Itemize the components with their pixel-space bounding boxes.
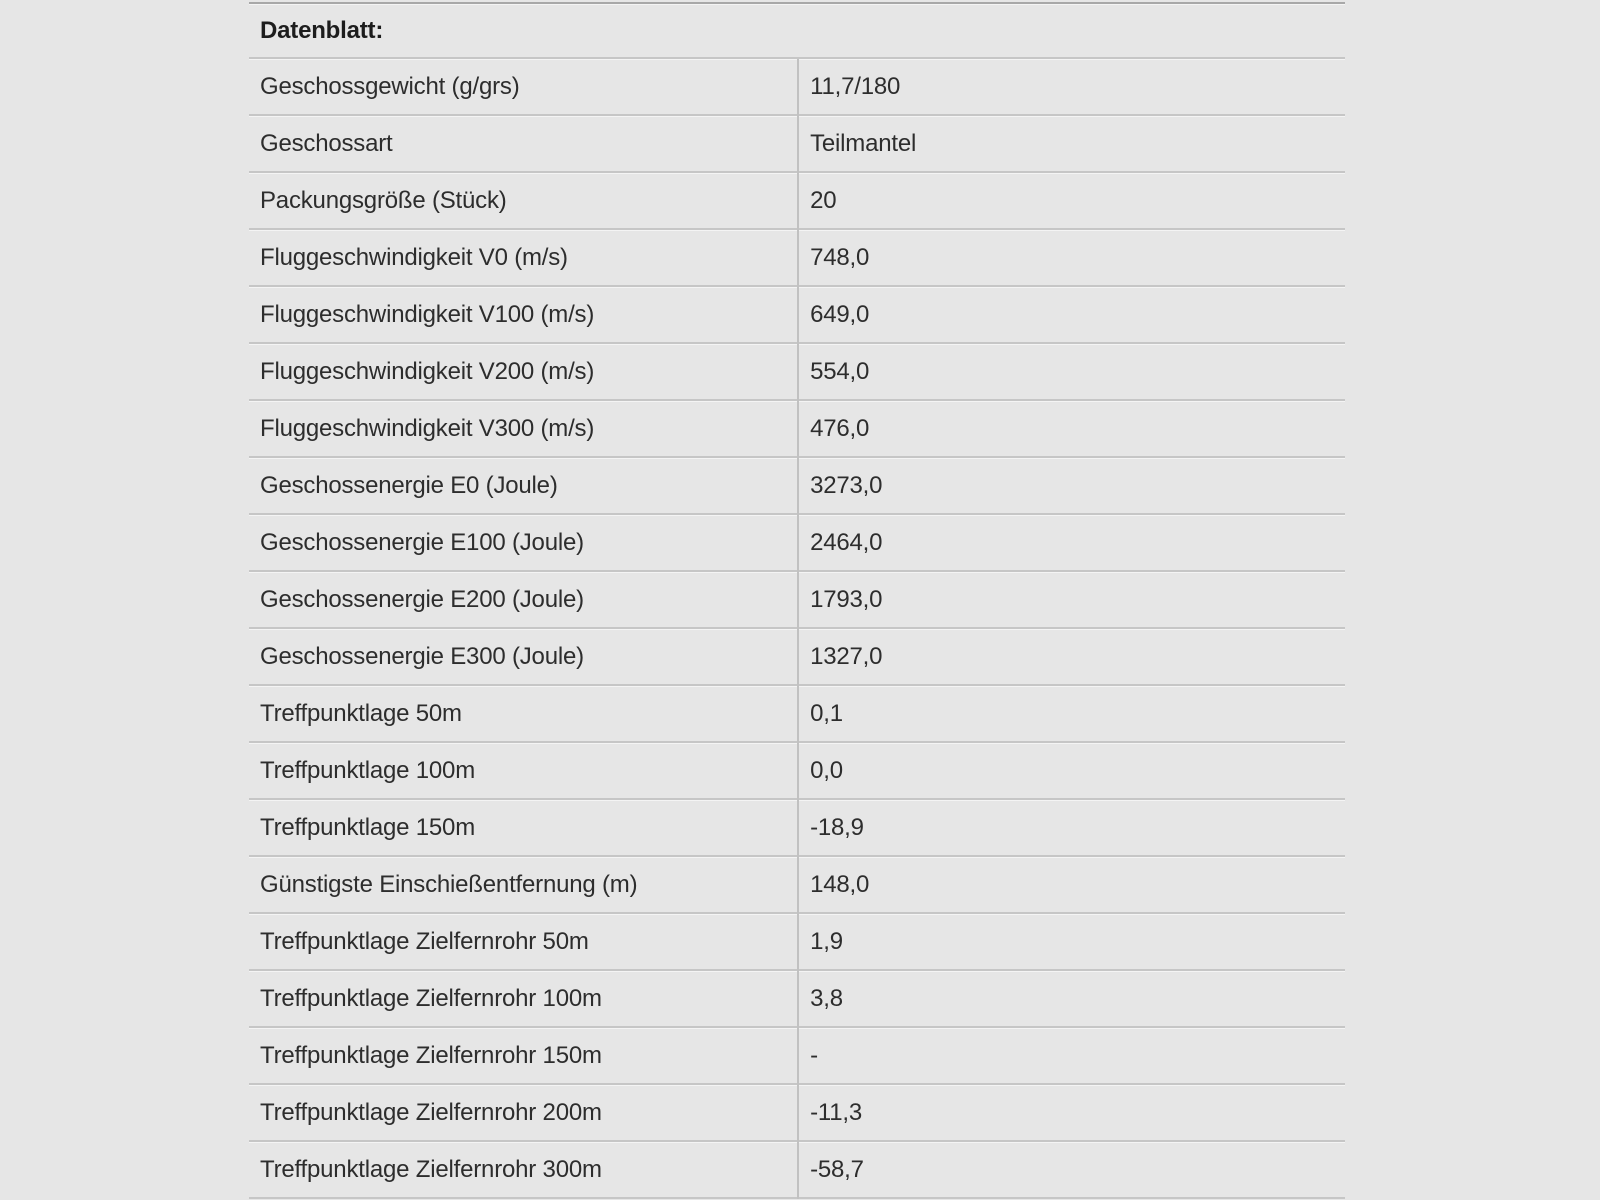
table-row [249, 685, 1345, 742]
row-value: 3273,0 [798, 457, 1345, 514]
row-label: Fluggeschwindigkeit V300 (m/s) [249, 400, 798, 457]
table-row [249, 514, 1345, 571]
row-label: Fluggeschwindigkeit V0 (m/s) [249, 229, 798, 286]
row-label: Fluggeschwindigkeit V100 (m/s) [249, 286, 798, 343]
row-label: Treffpunktlage Zielfernrohr 150m [249, 1027, 798, 1084]
row-label: Fluggeschwindigkeit V200 (m/s) [249, 343, 798, 400]
table-title: Datenblatt: [249, 3, 1345, 58]
row-label: Günstigste Einschießentfernung (m) [249, 856, 798, 913]
table-row [249, 628, 1345, 685]
table-row [249, 286, 1345, 343]
row-label: Treffpunktlage Zielfernrohr 50m [249, 913, 798, 970]
table-row [249, 457, 1345, 514]
row-value: 148,0 [798, 856, 1345, 913]
row-value: 2464,0 [798, 514, 1345, 571]
table-caption-row [249, 3, 1345, 58]
table-row [249, 400, 1345, 457]
row-label: Treffpunktlage 100m [249, 742, 798, 799]
row-label: Geschossart [249, 115, 798, 172]
row-value: 554,0 [798, 343, 1345, 400]
table-row [249, 229, 1345, 286]
row-label: Treffpunktlage 50m [249, 685, 798, 742]
table-row [249, 742, 1345, 799]
row-label: Packungsgröße (Stück) [249, 172, 798, 229]
table-row [249, 58, 1345, 115]
row-value: 3,8 [798, 970, 1345, 1027]
row-label: Geschossenergie E200 (Joule) [249, 571, 798, 628]
row-label: Treffpunktlage Zielfernrohr 200m [249, 1084, 798, 1141]
table-row [249, 172, 1345, 229]
datasheet-section [249, 2, 1345, 1199]
row-value: 20 [798, 172, 1345, 229]
table-row [249, 571, 1345, 628]
row-value: 1,9 [798, 913, 1345, 970]
row-label: Geschossgewicht (g/grs) [249, 58, 798, 115]
table-row [249, 856, 1345, 913]
table-row [249, 1027, 1345, 1084]
table-row [249, 970, 1345, 1027]
row-value: 1793,0 [798, 571, 1345, 628]
row-value: 0,1 [798, 685, 1345, 742]
row-label: Treffpunktlage Zielfernrohr 300m [249, 1141, 798, 1198]
table-row [249, 1084, 1345, 1141]
row-value: 649,0 [798, 286, 1345, 343]
row-value: 11,7/180 [798, 58, 1345, 115]
row-value: -18,9 [798, 799, 1345, 856]
table-row [249, 115, 1345, 172]
row-value: -58,7 [798, 1141, 1345, 1198]
row-label: Treffpunktlage 150m [249, 799, 798, 856]
datasheet-table [249, 2, 1345, 1199]
table-row [249, 1141, 1345, 1198]
table-row [249, 343, 1345, 400]
row-value: 0,0 [798, 742, 1345, 799]
row-value: 748,0 [798, 229, 1345, 286]
row-value: -11,3 [798, 1084, 1345, 1141]
table-row [249, 799, 1345, 856]
row-value: - [798, 1027, 1345, 1084]
table-row [249, 913, 1345, 970]
row-label: Treffpunktlage Zielfernrohr 100m [249, 970, 798, 1027]
row-label: Geschossenergie E100 (Joule) [249, 514, 798, 571]
row-value: 1327,0 [798, 628, 1345, 685]
row-label: Geschossenergie E300 (Joule) [249, 628, 798, 685]
row-label: Geschossenergie E0 (Joule) [249, 457, 798, 514]
row-value: Teilmantel [798, 115, 1345, 172]
row-value: 476,0 [798, 400, 1345, 457]
